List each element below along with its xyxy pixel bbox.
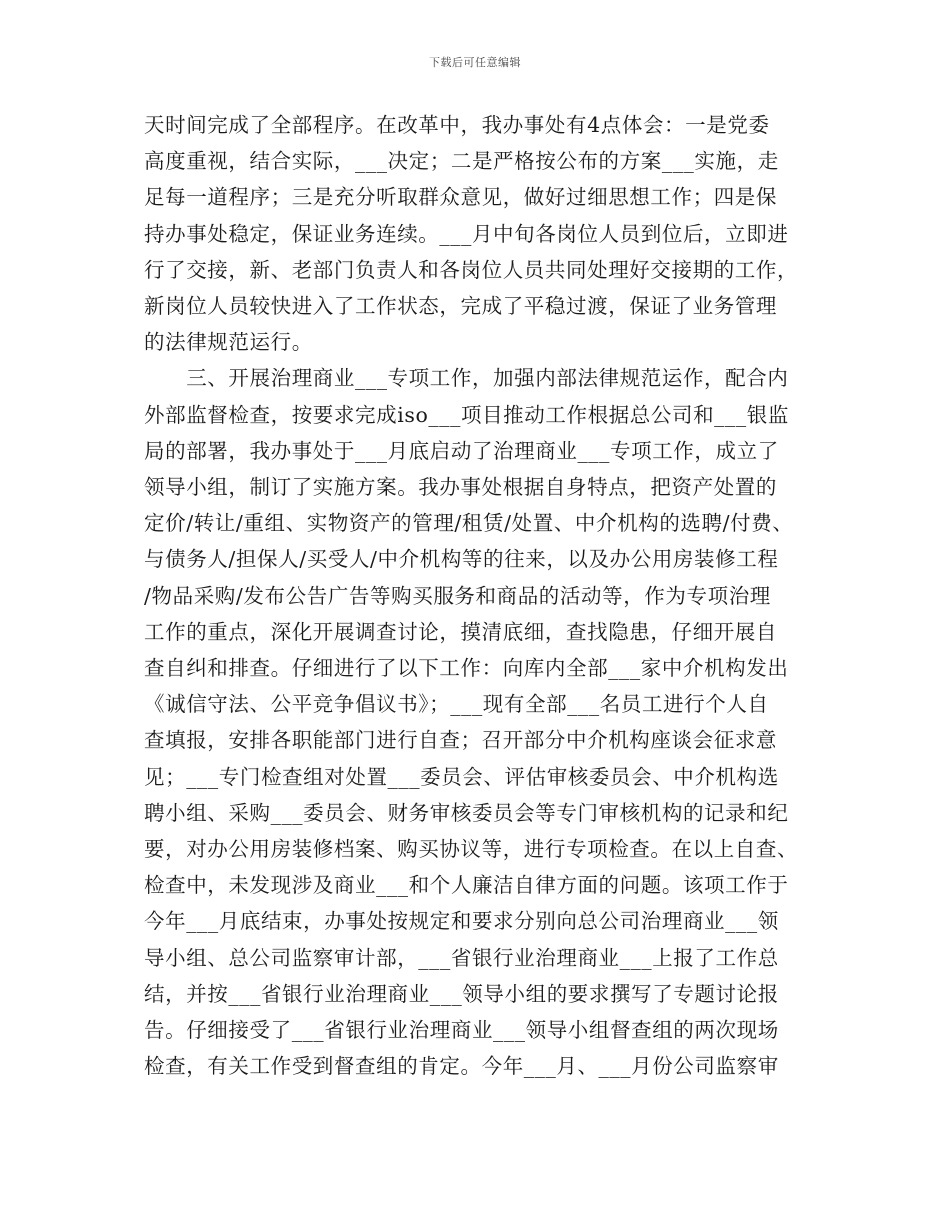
text-line: 聘小组、采购___委员会、财务审核委员会等专门审核机构的记录和纪 bbox=[144, 800, 789, 825]
text-line: 今年___月底结束，办事处按规定和要求分别向总公司治理商业___领 bbox=[144, 909, 779, 934]
text-line: 查填报，安排各职能部门进行自查；召开部分中介机构座谈会征求意 bbox=[144, 728, 777, 753]
text-line: 检查中，未发现涉及商业___和个人廉洁自律方面的问题。该项工作于 bbox=[144, 873, 789, 898]
text-line: 《诚信守法、公平竞争倡议书》；___现有全部___名员工进行个人自 bbox=[144, 692, 769, 717]
text-line: 外部监督检查，按要求完成iso___项目推动工作根据总公司和___银监 bbox=[144, 402, 789, 427]
text-line: 告。仔细接受了___省银行业治理商业___领导小组督查组的两次现场 bbox=[144, 1018, 779, 1042]
text-line: 定价/转让/重组、实物资产的管理/租赁/处置、中介机构的选聘/付费、 bbox=[144, 511, 794, 536]
text-line: 的法律规范运行。 bbox=[144, 330, 313, 355]
text-line: 要，对办公用房装修档案、购买协议等，进行专项检查。在以上自查、 bbox=[144, 837, 799, 861]
text-line: 局的部署，我办事处于___月底启动了治理商业___专项工作，成立了 bbox=[144, 438, 779, 463]
text-line: 结，并按___省银行业治理商业___领导小组的要求撰写了专题讨论报 bbox=[144, 981, 779, 1006]
text-line: 行了交接，新、老部门负责人和各岗位人员共同处理好交接期的工作， bbox=[144, 257, 799, 282]
text-line: 查自纠和排查。仔细进行了以下工作：向库内全部___家中介机构发出 bbox=[144, 656, 789, 680]
text-line: 三、开展治理商业___专项工作，加强内部法律规范运作，配合内 bbox=[144, 366, 789, 391]
text-line: 工作的重点，深化开展调查讨论，摸清底细，查找隐患，仔细开展自 bbox=[144, 619, 777, 644]
text-line: 检查，有关工作受到督查组的肯定。今年___月、___月份公司监察审 bbox=[144, 1054, 779, 1079]
text-line: 高度重视，结合实际，___决定；二是严格按公布的方案___实施，走 bbox=[144, 149, 779, 174]
text-line: 新岗位人员较快进入了工作状态，完成了平稳过渡，保证了业务管理 bbox=[144, 294, 777, 318]
text-line: 领导小组，制订了实施方案。我办事处根据自身特点，把资产处置的 bbox=[144, 475, 777, 499]
text-line: 持办事处稳定，保证业务连续。___月中旬各岗位人员到位后，立即进 bbox=[144, 221, 789, 246]
text-line: 见；___专门检查组对处置___委员会、评估审核委员会、中介机构选 bbox=[144, 764, 779, 789]
text-line: 足每一道程序；三是充分听取群众意见，做好过细思想工作；四是保 bbox=[144, 185, 777, 210]
page-header: 下载后可任意编辑 bbox=[429, 56, 521, 69]
text-line: 导小组、总公司监察审计部，___省银行业治理商业___上报了工作总 bbox=[144, 945, 779, 970]
text-line: /物品采购/发布公告广告等购买服务和商品的活动等，作为专项治理 bbox=[144, 583, 771, 608]
text-line: 天时间完成了全部程序。在改革中，我办事处有4点体会：一是党委 bbox=[144, 113, 770, 137]
text-line: 与债务人/担保人/买受人/中介机构等的往来，以及办公用房装修工程 bbox=[144, 547, 779, 572]
